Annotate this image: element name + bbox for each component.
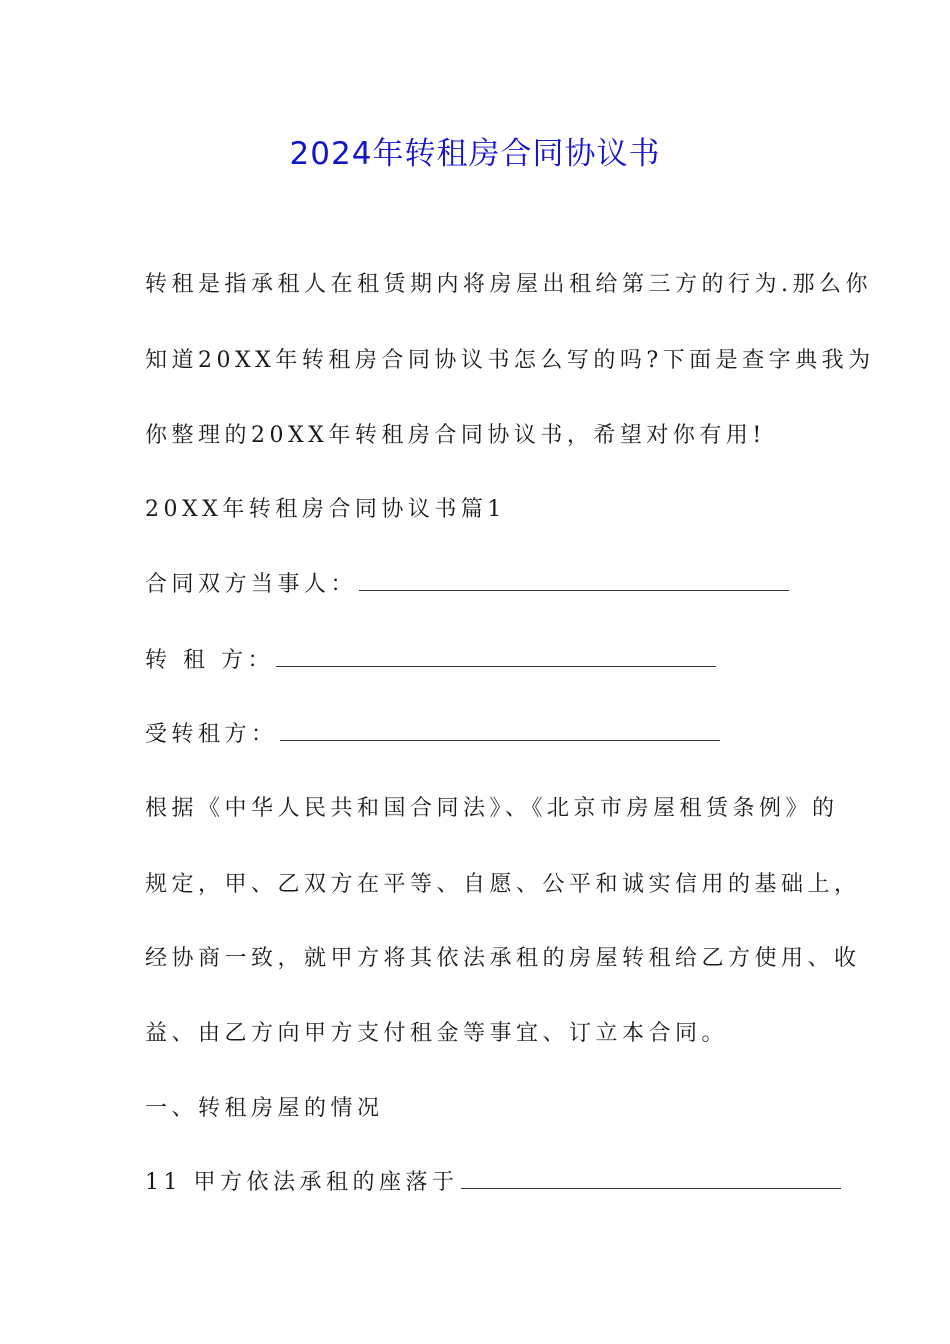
basis-line-3: 经协商一致，就甲方将其依法承租的房屋转租给乙方使用、收 <box>145 946 861 971</box>
basis-line-2: 规定，甲、乙双方在平等、自愿、公平和诚实信用的基础上， <box>145 872 861 897</box>
intro-line-1: 转租是指承租人在租赁期内将房屋出租给第三方的行为.那么你 <box>145 272 872 297</box>
basis-line-4: 益、由乙方向甲方支付租金等事宜、订立本合同。 <box>145 1021 729 1046</box>
parties-both-blank <box>359 572 789 591</box>
sublessee-row <box>145 720 720 750</box>
basis-line-1: 根据《中华人民共和国合同法》、《北京市房屋租赁条例》的 <box>145 796 839 821</box>
intro-line-3: 你整理的20XX年转租房合同协议书，希望对你有用! <box>145 423 766 448</box>
sublessee-label: 受转租方： <box>145 722 278 747</box>
clause-1-1-blank <box>461 1170 841 1189</box>
clause-1-1-row <box>145 1168 841 1198</box>
sublessee-blank <box>280 722 720 741</box>
clause-1-1-text: 11 甲方依法承租的座落于 <box>145 1170 459 1195</box>
sublessor-blank <box>276 648 716 667</box>
sublessor-row <box>145 646 716 676</box>
intro-line-2: 知道20XX年转租房合同协议书怎么写的吗?下面是查字典我为 <box>145 348 875 373</box>
section-heading: 20XX年转租房合同协议书篇1 <box>145 497 506 522</box>
document-title: 2024年转租房合同协议书 <box>289 136 661 172</box>
clause-one-heading: 一、转租房屋的情况 <box>145 1096 384 1121</box>
parties-both-label: 合同双方当事人： <box>145 572 358 597</box>
sublessor-label: 转 租 方： <box>145 648 274 673</box>
parties-both-row <box>145 570 789 600</box>
